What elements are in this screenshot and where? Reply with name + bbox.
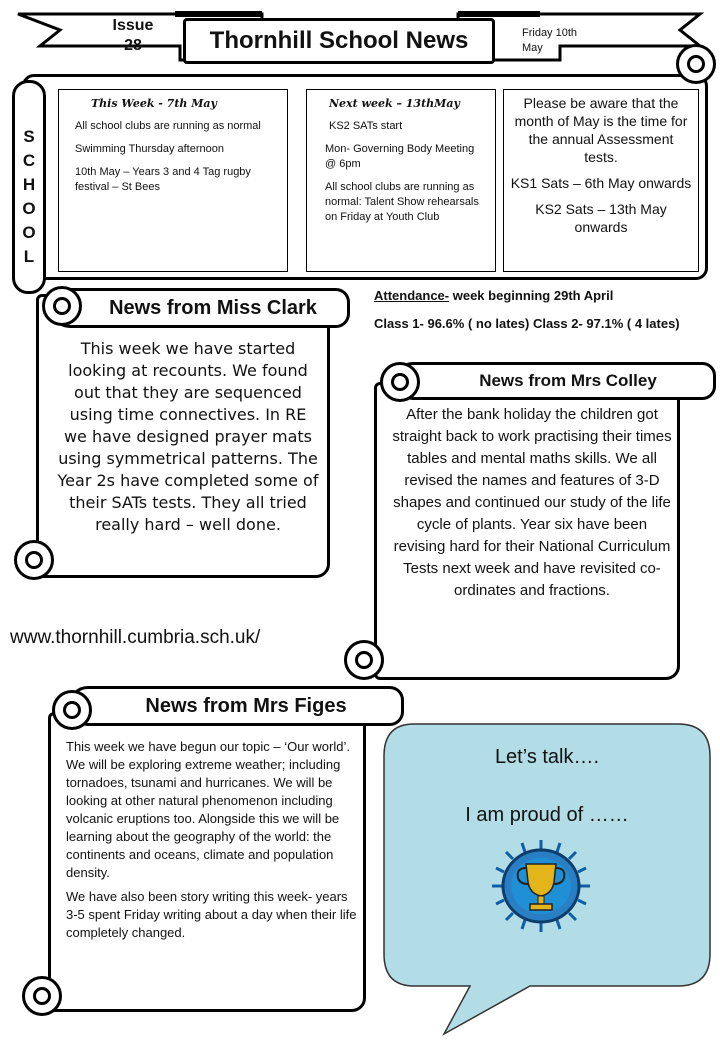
school-letter: O xyxy=(22,199,36,218)
this-week-item: Swimming Thursday afternoon xyxy=(75,143,224,155)
mrs-figes-heading: News from Mrs Figes xyxy=(68,686,404,726)
miss-clark-heading: News from Miss Clark xyxy=(50,288,350,328)
attendance-label: Attendance- xyxy=(374,288,450,303)
school-letter: S xyxy=(23,127,35,146)
school-letter: L xyxy=(23,247,35,266)
next-week-column xyxy=(306,89,496,272)
next-week-item: Mon- Governing Body Meeting @ 6pm xyxy=(325,143,475,170)
ks1-sats: KS1 Sats – 6th May onwards xyxy=(510,175,692,191)
lets-talk-line-2: I am proud of …… xyxy=(465,804,629,826)
school-vertical-label xyxy=(12,80,46,294)
issue-date: Friday 10th May xyxy=(522,27,578,54)
ks2-sats: KS2 Sats – 13th May onwards xyxy=(535,201,667,235)
attendance xyxy=(374,286,718,334)
mrs-figes-para-2: We have also been story writing this week- years 3-5 spent Friday writing about a day when their life completely changed. xyxy=(66,889,357,940)
assessment-notice xyxy=(503,89,699,272)
assessment-notice-text: Please be aware that the month of May is the time for the annual Assessment tests. xyxy=(514,95,688,165)
mrs-colley-heading: News from Mrs Colley xyxy=(394,362,716,400)
school-website-link[interactable]: www.thornhill.cumbria.sch.uk/ xyxy=(10,627,261,648)
next-week-item: All school clubs are running as normal: Talent Show rehearsals on Friday at Youth Club xyxy=(325,181,479,223)
school-letter: C xyxy=(22,151,36,170)
mrs-figes-curl-bottom xyxy=(22,976,62,1016)
mrs-colley-curl-top xyxy=(380,362,420,402)
next-week-title: Next week – 13thMay xyxy=(329,97,460,110)
mrs-colley-body: After the bank holiday the children got straight back to work practising their times tables and mental maths skills. We all revised the names and features of 3-D shapes and continued our study of the life cycle of plants. Year six have been revising hard for their National Curriculum Tests next week and have revisited co-ordinates and fractions. xyxy=(392,406,672,599)
this-week-item: All school clubs are running as normal xyxy=(75,120,261,132)
school-letter: O xyxy=(22,223,36,242)
school-letter: H xyxy=(22,175,36,194)
this-week-column xyxy=(58,89,288,272)
issue-number: Issue 28 xyxy=(112,17,154,54)
mrs-colley-curl-bottom xyxy=(344,640,384,680)
this-week-title: This Week - 7th May xyxy=(91,97,217,110)
miss-clark-body: This week we have started looking at recounts. We found out that they are sequenced using time connectives. In RE we have designed prayer mats using symmetrical patterns. The Year 2s have completed some of their SATs tests. They all tried really hard – well done. xyxy=(57,339,319,534)
miss-clark-curl-bottom xyxy=(14,540,54,580)
this-week-item: 10th May – Years 3 and 4 Tag rugby festival – St Bees xyxy=(75,166,251,193)
newsletter-title: Thornhill School News xyxy=(183,18,495,64)
next-week-item: KS2 SATs start xyxy=(329,120,403,132)
mrs-figes-curl-top xyxy=(52,690,92,730)
attendance-figures: Class 1- 96.6% ( no lates) Class 2- 97.1% ( 4 lates) xyxy=(374,316,680,331)
miss-clark-curl-top xyxy=(42,286,82,326)
mrs-figes-para-1: This week we have begun our topic – ‘Our world’. We will be exploring extreme weather; including tornadoes, tsunami and hurricanes. We will be looking at other natural phenomenon including volcanic eruptions too. Alongside this we will be learning about the geography of the world: the continents and oceans, climate and population density. xyxy=(66,739,350,880)
mrs-figes-body xyxy=(66,738,358,942)
trophy-badge-icon xyxy=(488,836,594,936)
banner-curl-right xyxy=(676,44,716,84)
lets-talk-line-1: Let’s talk…. xyxy=(494,746,600,768)
attendance-week: week beginning 29th April xyxy=(449,288,614,303)
